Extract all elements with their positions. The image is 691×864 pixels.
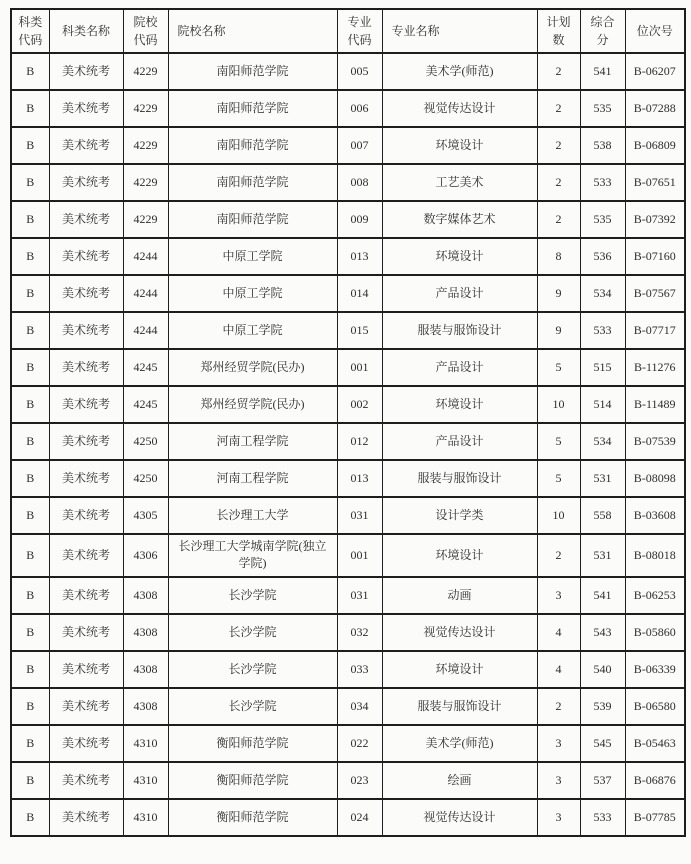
cell-composite-score: 537	[580, 762, 625, 799]
cell-institution-code: 4310	[123, 762, 168, 799]
cell-category-name: 美术统考	[49, 238, 123, 275]
cell-institution-name: 长沙理工大学	[168, 497, 337, 534]
cell-major-name: 环境设计	[382, 534, 537, 577]
column-header-plan-count: 计划数	[537, 9, 580, 53]
cell-institution-code: 4308	[123, 614, 168, 651]
cell-category-code: B	[11, 688, 49, 725]
table-row	[11, 423, 685, 460]
cell-plan-count: 4	[537, 651, 580, 688]
cell-institution-code: 4306	[123, 534, 168, 577]
cell-plan-count: 10	[537, 497, 580, 534]
cell-category-code: B	[11, 90, 49, 127]
cell-major-code: 031	[337, 577, 382, 614]
table-row	[11, 90, 685, 127]
cell-major-code: 013	[337, 460, 382, 497]
cell-composite-score: 535	[580, 90, 625, 127]
cell-category-name: 美术统考	[49, 423, 123, 460]
column-header-rank-number: 位次号	[625, 9, 685, 53]
cell-category-code: B	[11, 534, 49, 577]
cell-institution-name: 长沙学院	[168, 577, 337, 614]
cell-category-code: B	[11, 651, 49, 688]
cell-plan-count: 2	[537, 90, 580, 127]
cell-rank-number: B-08098	[625, 460, 685, 497]
cell-major-name: 产品设计	[382, 349, 537, 386]
cell-major-name: 视觉传达设计	[382, 90, 537, 127]
cell-major-code: 023	[337, 762, 382, 799]
cell-rank-number: B-05860	[625, 614, 685, 651]
cell-rank-number: B-07539	[625, 423, 685, 460]
cell-plan-count: 3	[537, 577, 580, 614]
cell-rank-number: B-11276	[625, 349, 685, 386]
table-row	[11, 164, 685, 201]
cell-category-name: 美术统考	[49, 312, 123, 349]
cell-institution-code: 4250	[123, 423, 168, 460]
cell-major-name: 环境设计	[382, 127, 537, 164]
cell-institution-name: 衡阳师范学院	[168, 799, 337, 836]
cell-composite-score: 536	[580, 238, 625, 275]
cell-major-name: 动画	[382, 577, 537, 614]
table-row	[11, 238, 685, 275]
cell-institution-code: 4308	[123, 577, 168, 614]
cell-category-code: B	[11, 725, 49, 762]
column-header-institution-code: 院校代码	[123, 9, 168, 53]
cell-institution-code: 4229	[123, 90, 168, 127]
cell-plan-count: 2	[537, 164, 580, 201]
cell-rank-number: B-07717	[625, 312, 685, 349]
cell-major-code: 034	[337, 688, 382, 725]
cell-rank-number: B-08018	[625, 534, 685, 577]
cell-plan-count: 2	[537, 127, 580, 164]
admission-score-table	[10, 8, 686, 837]
cell-plan-count: 2	[537, 201, 580, 238]
table-row	[11, 725, 685, 762]
cell-major-code: 001	[337, 534, 382, 577]
cell-rank-number: B-06809	[625, 127, 685, 164]
cell-major-code: 024	[337, 799, 382, 836]
table-row	[11, 53, 685, 90]
cell-category-code: B	[11, 238, 49, 275]
cell-major-name: 视觉传达设计	[382, 799, 537, 836]
cell-composite-score: 533	[580, 799, 625, 836]
cell-plan-count: 2	[537, 53, 580, 90]
cell-major-code: 007	[337, 127, 382, 164]
cell-composite-score: 534	[580, 423, 625, 460]
cell-major-name: 服装与服饰设计	[382, 460, 537, 497]
cell-major-code: 033	[337, 651, 382, 688]
cell-plan-count: 3	[537, 799, 580, 836]
cell-major-code: 009	[337, 201, 382, 238]
cell-major-code: 032	[337, 614, 382, 651]
cell-category-name: 美术统考	[49, 614, 123, 651]
cell-category-code: B	[11, 799, 49, 836]
cell-institution-name: 南阳师范学院	[168, 201, 337, 238]
cell-composite-score: 535	[580, 201, 625, 238]
cell-rank-number: B-06876	[625, 762, 685, 799]
cell-composite-score: 538	[580, 127, 625, 164]
cell-rank-number: B-06339	[625, 651, 685, 688]
cell-institution-code: 4229	[123, 201, 168, 238]
column-header-major-code: 专业代码	[337, 9, 382, 53]
cell-category-name: 美术统考	[49, 534, 123, 577]
cell-category-code: B	[11, 460, 49, 497]
cell-rank-number: B-05463	[625, 725, 685, 762]
cell-plan-count: 3	[537, 725, 580, 762]
cell-major-name: 工艺美术	[382, 164, 537, 201]
cell-plan-count: 3	[537, 762, 580, 799]
table-row	[11, 386, 685, 423]
cell-rank-number: B-07651	[625, 164, 685, 201]
cell-institution-name: 长沙理工大学城南学院(独立学院)	[168, 534, 337, 577]
cell-category-code: B	[11, 497, 49, 534]
cell-institution-name: 长沙学院	[168, 688, 337, 725]
cell-major-code: 001	[337, 349, 382, 386]
cell-major-name: 设计学类	[382, 497, 537, 534]
cell-major-name: 美术学(师范)	[382, 725, 537, 762]
cell-plan-count: 9	[537, 312, 580, 349]
cell-major-name: 绘画	[382, 762, 537, 799]
cell-institution-code: 4245	[123, 349, 168, 386]
cell-major-name: 服装与服饰设计	[382, 312, 537, 349]
cell-institution-code: 4244	[123, 275, 168, 312]
cell-category-name: 美术统考	[49, 651, 123, 688]
cell-major-name: 环境设计	[382, 386, 537, 423]
cell-institution-code: 4250	[123, 460, 168, 497]
table-row	[11, 799, 685, 836]
cell-category-name: 美术统考	[49, 799, 123, 836]
table-row	[11, 349, 685, 386]
cell-composite-score: 514	[580, 386, 625, 423]
cell-major-code: 014	[337, 275, 382, 312]
cell-institution-name: 南阳师范学院	[168, 164, 337, 201]
cell-institution-name: 中原工学院	[168, 275, 337, 312]
table-row	[11, 651, 685, 688]
cell-institution-name: 衡阳师范学院	[168, 762, 337, 799]
cell-plan-count: 5	[537, 349, 580, 386]
cell-institution-code: 4229	[123, 164, 168, 201]
cell-category-code: B	[11, 127, 49, 164]
cell-institution-name: 中原工学院	[168, 312, 337, 349]
cell-composite-score: 543	[580, 614, 625, 651]
cell-composite-score: 540	[580, 651, 625, 688]
cell-composite-score: 531	[580, 460, 625, 497]
cell-category-name: 美术统考	[49, 460, 123, 497]
cell-institution-name: 中原工学院	[168, 238, 337, 275]
cell-institution-name: 郑州经贸学院(民办)	[168, 349, 337, 386]
cell-rank-number: B-07785	[625, 799, 685, 836]
cell-composite-score: 541	[580, 577, 625, 614]
cell-plan-count: 10	[537, 386, 580, 423]
cell-institution-code: 4229	[123, 53, 168, 90]
cell-institution-name: 长沙学院	[168, 614, 337, 651]
table-row	[11, 312, 685, 349]
cell-category-code: B	[11, 762, 49, 799]
cell-institution-code: 4229	[123, 127, 168, 164]
cell-category-name: 美术统考	[49, 127, 123, 164]
cell-rank-number: B-11489	[625, 386, 685, 423]
table-row	[11, 688, 685, 725]
cell-category-name: 美术统考	[49, 53, 123, 90]
table-row	[11, 614, 685, 651]
cell-composite-score: 533	[580, 164, 625, 201]
cell-institution-name: 河南工程学院	[168, 460, 337, 497]
cell-rank-number: B-06580	[625, 688, 685, 725]
cell-major-name: 服装与服饰设计	[382, 688, 537, 725]
cell-major-code: 031	[337, 497, 382, 534]
header-row	[11, 9, 685, 53]
cell-major-code: 006	[337, 90, 382, 127]
table-row	[11, 534, 685, 577]
cell-major-code: 005	[337, 53, 382, 90]
cell-category-name: 美术统考	[49, 349, 123, 386]
cell-category-code: B	[11, 164, 49, 201]
cell-major-code: 015	[337, 312, 382, 349]
cell-rank-number: B-07160	[625, 238, 685, 275]
cell-category-code: B	[11, 577, 49, 614]
cell-category-code: B	[11, 386, 49, 423]
table-row	[11, 577, 685, 614]
cell-institution-name: 郑州经贸学院(民办)	[168, 386, 337, 423]
cell-institution-name: 南阳师范学院	[168, 90, 337, 127]
cell-category-code: B	[11, 423, 49, 460]
cell-category-code: B	[11, 312, 49, 349]
cell-category-name: 美术统考	[49, 577, 123, 614]
cell-plan-count: 5	[537, 460, 580, 497]
cell-institution-name: 衡阳师范学院	[168, 725, 337, 762]
cell-category-name: 美术统考	[49, 90, 123, 127]
table-body	[11, 53, 685, 836]
cell-institution-code: 4244	[123, 312, 168, 349]
cell-major-name: 数字媒体艺术	[382, 201, 537, 238]
table-row	[11, 460, 685, 497]
cell-institution-name: 南阳师范学院	[168, 127, 337, 164]
cell-composite-score: 541	[580, 53, 625, 90]
cell-major-name: 视觉传达设计	[382, 614, 537, 651]
column-header-category-code: 科类代码	[11, 9, 49, 53]
table-row	[11, 275, 685, 312]
cell-rank-number: B-07288	[625, 90, 685, 127]
column-header-institution-name: 院校名称	[168, 9, 337, 53]
column-header-category-name: 科类名称	[49, 9, 123, 53]
cell-composite-score: 545	[580, 725, 625, 762]
cell-major-code: 008	[337, 164, 382, 201]
cell-category-name: 美术统考	[49, 762, 123, 799]
cell-institution-name: 长沙学院	[168, 651, 337, 688]
cell-composite-score: 534	[580, 275, 625, 312]
table-row	[11, 127, 685, 164]
cell-plan-count: 5	[537, 423, 580, 460]
column-header-major-name: 专业名称	[382, 9, 537, 53]
cell-major-name: 产品设计	[382, 423, 537, 460]
cell-institution-code: 4305	[123, 497, 168, 534]
cell-institution-code: 4244	[123, 238, 168, 275]
cell-rank-number: B-07567	[625, 275, 685, 312]
cell-plan-count: 2	[537, 688, 580, 725]
cell-major-code: 022	[337, 725, 382, 762]
cell-category-name: 美术统考	[49, 688, 123, 725]
cell-plan-count: 9	[537, 275, 580, 312]
cell-plan-count: 2	[537, 534, 580, 577]
cell-rank-number: B-07392	[625, 201, 685, 238]
cell-category-code: B	[11, 275, 49, 312]
cell-major-name: 环境设计	[382, 238, 537, 275]
cell-category-code: B	[11, 201, 49, 238]
cell-composite-score: 531	[580, 534, 625, 577]
cell-institution-code: 4245	[123, 386, 168, 423]
cell-category-code: B	[11, 349, 49, 386]
cell-institution-code: 4308	[123, 688, 168, 725]
cell-major-name: 环境设计	[382, 651, 537, 688]
cell-plan-count: 4	[537, 614, 580, 651]
cell-composite-score: 533	[580, 312, 625, 349]
cell-institution-code: 4310	[123, 725, 168, 762]
cell-institution-code: 4310	[123, 799, 168, 836]
cell-category-code: B	[11, 614, 49, 651]
cell-composite-score: 539	[580, 688, 625, 725]
cell-institution-name: 南阳师范学院	[168, 53, 337, 90]
cell-plan-count: 8	[537, 238, 580, 275]
cell-category-name: 美术统考	[49, 497, 123, 534]
cell-category-name: 美术统考	[49, 275, 123, 312]
cell-major-code: 002	[337, 386, 382, 423]
table-row	[11, 762, 685, 799]
cell-category-name: 美术统考	[49, 164, 123, 201]
cell-major-code: 012	[337, 423, 382, 460]
cell-category-name: 美术统考	[49, 386, 123, 423]
cell-rank-number: B-06253	[625, 577, 685, 614]
cell-composite-score: 558	[580, 497, 625, 534]
table-row	[11, 201, 685, 238]
cell-category-name: 美术统考	[49, 201, 123, 238]
cell-category-code: B	[11, 53, 49, 90]
cell-composite-score: 515	[580, 349, 625, 386]
cell-rank-number: B-03608	[625, 497, 685, 534]
cell-category-name: 美术统考	[49, 725, 123, 762]
column-header-composite-score: 综合分	[580, 9, 625, 53]
table-row	[11, 497, 685, 534]
cell-institution-name: 河南工程学院	[168, 423, 337, 460]
cell-major-name: 产品设计	[382, 275, 537, 312]
cell-major-name: 美术学(师范)	[382, 53, 537, 90]
cell-rank-number: B-06207	[625, 53, 685, 90]
cell-institution-code: 4308	[123, 651, 168, 688]
cell-major-code: 013	[337, 238, 382, 275]
